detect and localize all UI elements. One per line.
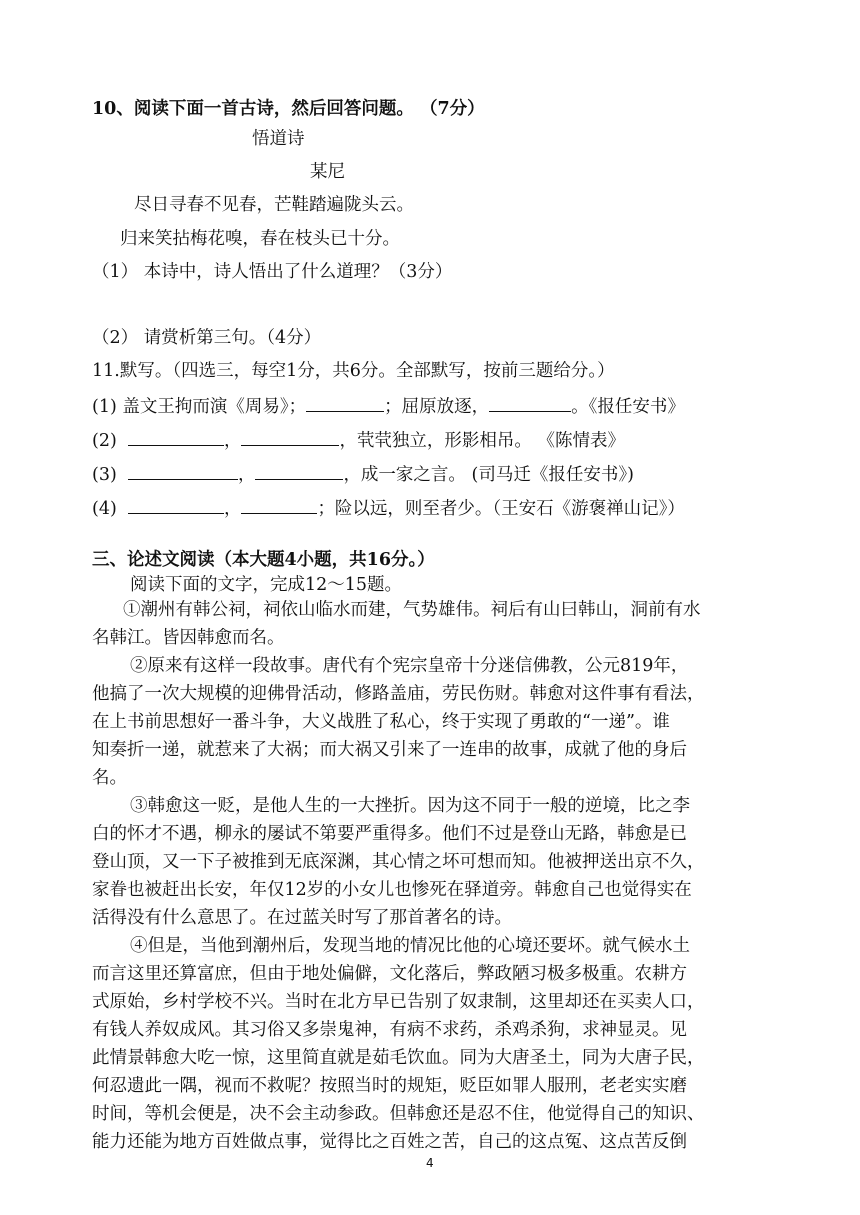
passage-line: 能力还能为地方百姓做点事，觉得比之百姓之苦，自己的这点冤、这点苦反倒 <box>92 1132 687 1152</box>
recitation-item-2 <box>92 427 625 453</box>
answer-blank[interactable] <box>128 495 224 514</box>
passage-line: 名。 <box>92 768 127 788</box>
passage-line: ③韩愈这一贬，是他人生的一大挫折。因为这不同于一般的逆境，比之李 <box>130 796 690 816</box>
q10-sub-question-1: （1） 本诗中，诗人悟出了什么道理？（3分） <box>92 262 453 282</box>
passage-line: 他搞了一次大规模的迎佛骨活动，修路盖庙，劳民伤财。韩愈对这件事有看法， <box>92 684 705 704</box>
item-number: (1) <box>92 397 117 417</box>
answer-blank[interactable] <box>489 393 571 412</box>
item-number: (4) <box>92 499 117 519</box>
item-source: 。《报任安书》 <box>571 397 685 417</box>
passage-line: 有钱人养奴成风。其习俗又多崇鬼神，有病不求药，杀鸡杀狗，求神显灵。见 <box>92 1020 687 1040</box>
passage-line: 而言这里还算富庶，但由于地处偏僻，文化落后，弊政陋习极多极重。农耕方 <box>92 964 687 984</box>
passage-line: 式原始，乡村学校不兴。当时在北方早已告别了奴隶制，这里却还在买卖人口， <box>92 992 705 1012</box>
answer-blank[interactable] <box>241 495 317 514</box>
poem-title: 悟道诗 <box>252 129 305 149</box>
recitation-item-1 <box>92 393 685 419</box>
passage-line: 活得没有什么意思了。在过蓝关时写了那首著名的诗。 <box>92 908 512 928</box>
q10-sub-question-2: （2） 请赏析第三句。（4分） <box>92 328 322 348</box>
item-text: ， <box>237 465 256 485</box>
section-3-heading: 三、论述文阅读（本大题4小题，共16分。） <box>92 550 435 570</box>
poem-line-1: 尽日寻春不见春，芒鞋踏遍陇头云。 <box>134 195 414 215</box>
recitation-item-3 <box>92 461 634 487</box>
item-number: (3) <box>92 465 117 485</box>
item-source: ，成一家之言。 (司马迁《报任安书》) <box>343 465 634 485</box>
answer-blank[interactable] <box>128 427 224 446</box>
passage-line: 家眷也被赶出长安，年仅12岁的小女儿也惨死在驿道旁。韩愈自己也觉得实在 <box>92 880 692 900</box>
answer-blank[interactable] <box>241 427 339 446</box>
item-source: ，茕茕独立，形影相吊。 《陈情表》 <box>339 431 625 451</box>
q11-heading: 11.默写。（四选三，每空1分，共6分。全部默写，按前三题给分。） <box>92 361 615 381</box>
recitation-item-4 <box>92 495 685 521</box>
answer-blank[interactable] <box>306 393 384 412</box>
passage-line: 名韩江。皆因韩愈而名。 <box>92 628 285 648</box>
passage-line: 在上书前思想好一番斗争，大义战胜了私心，终于实现了勇敢的“一递”。谁 <box>92 712 670 732</box>
item-number: (2) <box>92 431 117 451</box>
passage-line: 此情景韩愈大吃一惊，这里简直就是茹毛饮血。同为大唐圣土，同为大唐子民， <box>92 1048 705 1068</box>
passage-line: ④但是，当他到潮州后，发现当地的情况比他的心境还要坏。就气候水土 <box>130 936 690 956</box>
poem-line-2: 归来笑拈梅花嗅，春在枝头已十分。 <box>120 229 400 249</box>
item-source: ；险以远，则至者少。（王安石《游褒禅山记》） <box>317 499 685 519</box>
answer-blank[interactable] <box>128 461 238 480</box>
page-number: 4 <box>426 1156 434 1170</box>
poem-author: 某尼 <box>310 162 345 182</box>
passage-line: 何忍遗此一隅，视而不救呢？按照当时的规矩，贬臣如罪人服刑，老老实实磨 <box>92 1076 687 1096</box>
passage-line: ②原来有这样一段故事。唐代有个宪宗皇帝十分迷信佛教，公元819年， <box>130 656 689 676</box>
item-text: 盖文王拘而演《周易》； <box>116 397 307 417</box>
passage-line: ①潮州有韩公祠，祠依山临水而建，气势雄伟。祠后有山曰韩山，洞前有水 <box>123 600 701 620</box>
q10-heading: 10、阅读下面一首古诗，然后回答问题。 （7分） <box>92 99 485 119</box>
passage-line: 知奏折一递，就惹来了大祸；而大祸又引来了一连串的故事，成就了他的身后 <box>92 740 687 760</box>
passage-line: 时间，等机会便是，决不会主动参政。但韩愈还是忍不住，他觉得自己的知识、 <box>92 1104 705 1124</box>
reading-instruction: 阅读下面的文字，完成12～15题。 <box>130 575 403 595</box>
item-text: ；屈原放逐， <box>384 397 490 417</box>
item-text: ， <box>223 499 242 519</box>
item-text: ， <box>223 431 242 451</box>
passage-line: 白的怀才不遇，柳永的屡试不第要严重得多。他们不过是登山无路，韩愈是已 <box>92 824 687 844</box>
answer-blank[interactable] <box>255 461 343 480</box>
passage-line: 登山顶，又一下子被推到无底深渊，其心情之坏可想而知。他被押送出京不久， <box>92 852 705 872</box>
